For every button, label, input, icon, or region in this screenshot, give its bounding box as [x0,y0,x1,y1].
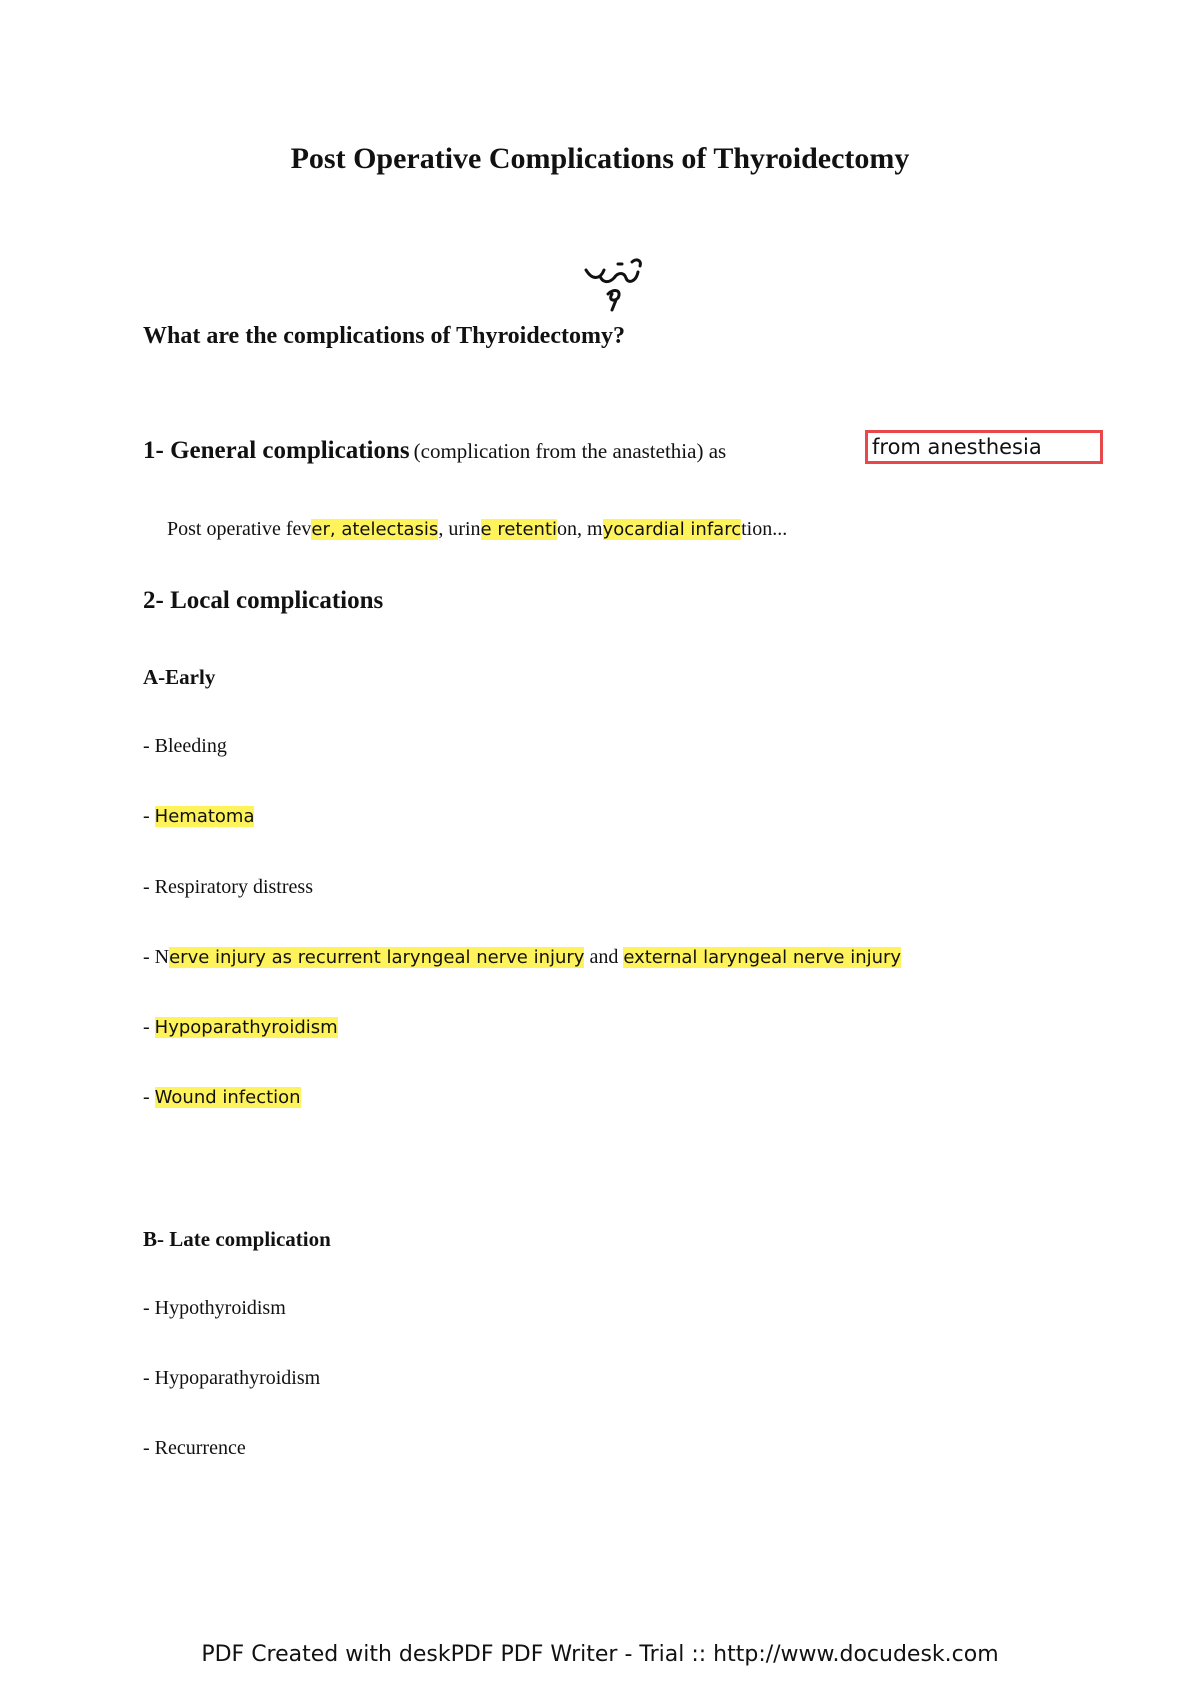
general-examples-line [167,518,787,541]
text-fragment: on, m [557,518,603,540]
highlight-fragment: Hypoparathyroidism [154,1017,338,1038]
general-heading-text: 1- General complications [143,437,410,464]
list-item-hypoparathyroidism-early [143,1016,338,1039]
list-item-bleeding: - Bleeding [143,735,227,757]
text-fragment: Post operative fev [167,518,312,540]
question-heading: What are the complications of Thyroidectomy? [143,323,625,349]
general-note: (complication from the anastethia) as [413,439,727,463]
local-complications-heading: 2- Local complications [143,587,384,614]
list-item-recurrence: - Recurrence [143,1437,246,1459]
list-item-wound-infection [143,1086,301,1109]
text-fragment: - N [143,946,170,968]
general-complications-heading [143,437,726,465]
page-title: Post Operative Complications of Thyroidectomy [290,142,910,175]
highlight-fragment: er, atelectasis [311,519,439,540]
highlight-fragment: external laryngeal nerve injury [623,947,902,968]
pdf-footer: PDF Created with deskPDF PDF Writer - Trial :: http://www.docudesk.com [201,1642,999,1667]
list-item-respiratory: - Respiratory distress [143,876,313,898]
early-label: A-Early [143,665,216,689]
late-label: B- Late complication [143,1227,331,1251]
list-dash: - [143,805,155,827]
highlight-fragment: Wound infection [154,1087,301,1108]
list-item-hypoparathyroidism-late: - Hypoparathyroidism [143,1367,321,1389]
list-item-hematoma [143,805,254,828]
text-fragment: and [584,946,624,968]
text-fragment: tion... [741,518,788,540]
handwritten-signature [578,252,648,312]
list-dash: - [143,1016,155,1038]
annotation-box[interactable]: from anesthesia [865,430,1103,464]
highlight-fragment: erve injury as recurrent laryngeal nerve injury [169,947,585,968]
list-item-hypothyroidism: - Hypothyroidism [143,1297,286,1319]
highlight-fragment: Hematoma [154,806,255,827]
highlight-fragment: e retenti [480,519,558,540]
highlight-fragment: yocardial infarc [602,519,742,540]
list-item-nerve-injury [143,946,901,969]
text-fragment: , urin [438,518,481,540]
list-dash: - [143,1086,155,1108]
